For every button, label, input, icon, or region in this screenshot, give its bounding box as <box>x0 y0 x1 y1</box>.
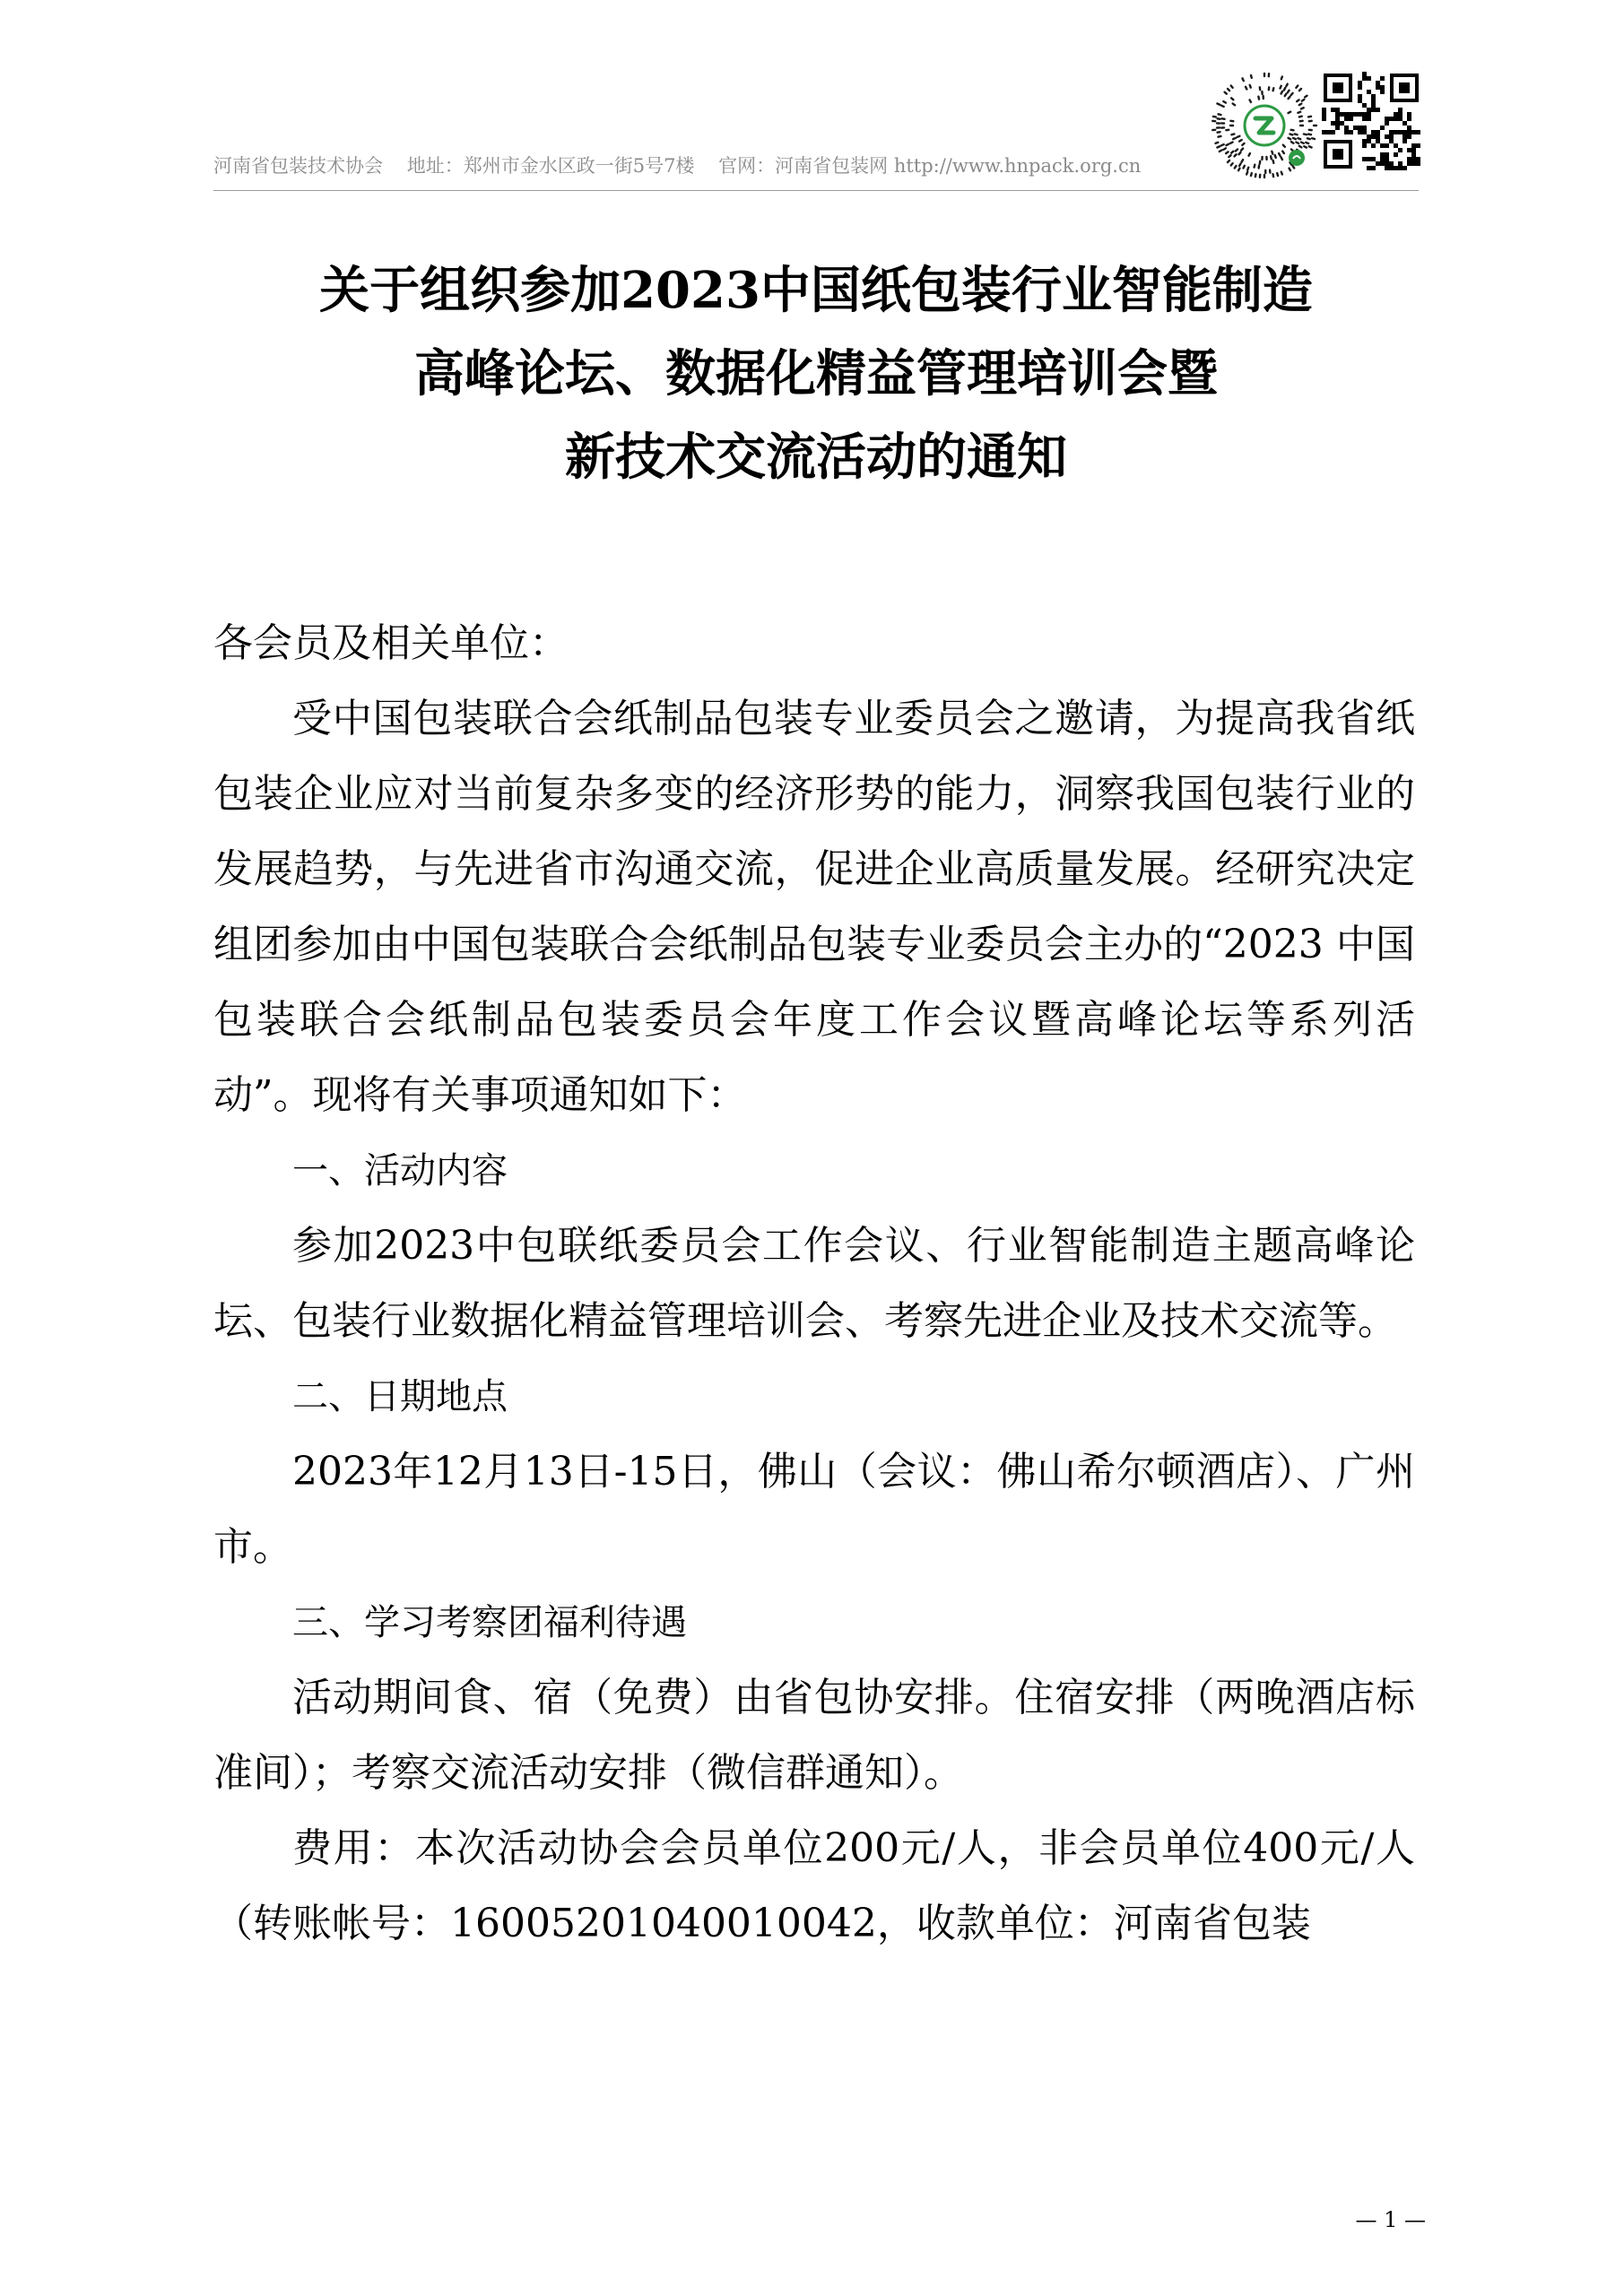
fee-paragraph: 费用：本次活动协会会员单位200元/人，非会员单位400元/人（转账帐号：16005201040010042，收款单位：河南省包装 <box>213 1825 1415 1946</box>
letterhead-website: 官网：河南省包装网 http://www.hnpack.org.cn <box>718 155 1142 177</box>
page-number: — 1 — <box>1355 2207 1426 2232</box>
document-body <box>213 606 1415 1962</box>
letterhead-text <box>213 152 1218 179</box>
salutation: 各会员及相关单位： <box>213 620 569 666</box>
section-heading-date: 二、日期地点 <box>292 1376 508 1417</box>
letterhead-org: 河南省包装技术协会 <box>213 155 383 177</box>
header-divider <box>213 190 1419 191</box>
section-heading-activity: 一、活动内容 <box>292 1150 508 1191</box>
title-line: 关于组织参加2023中国纸包装行业智能制造 <box>319 261 1313 320</box>
section-heading-benefits: 三、学习考察团福利待遇 <box>292 1602 687 1643</box>
benefits-paragraph: 活动期间食、宿（免费）由省包协安排。住宿安排（两晚酒店标准间）；考察交流活动安排（微信群通知）。 <box>213 1675 1415 1796</box>
title-line: 高峰论坛、数据化精益管理培训会暨 <box>414 344 1218 403</box>
activity-paragraph: 参加2023中包联纸委员会工作会议、行业智能制造主题高峰论坛、包装行业数据化精益管理培训会、考察先进企业及技术交流等。 <box>213 1223 1415 1344</box>
intro-paragraph: 受中国包装联合会纸制品包装专业委员会之邀请，为提高我省纸包装企业应对当前复杂多变的经济形势的能力，洞察我国包装行业的发展趋势，与先进省市沟通交流，促进企业高质量发展。经研究决定组团参加由中国包装联合会纸制品包装专业委员会主办的“2023 中国包装联合会纸制品包装委员会年度工作会议暨高峰论坛等系列活动”。现将有关事项通知如下： <box>213 696 1415 1118</box>
mini-program-code-icon <box>1209 70 1320 181</box>
letterhead-address: 地址：郑州市金水区政一街5号7楼 <box>406 155 695 177</box>
qr-code-icon <box>1322 72 1420 170</box>
document-title <box>213 249 1419 499</box>
date-paragraph: 2023年12月13日-15日，佛山（会议：佛山希尔顿酒店）、广州市。 <box>213 1449 1415 1570</box>
title-line: 新技术交流活动的通知 <box>565 428 1067 487</box>
